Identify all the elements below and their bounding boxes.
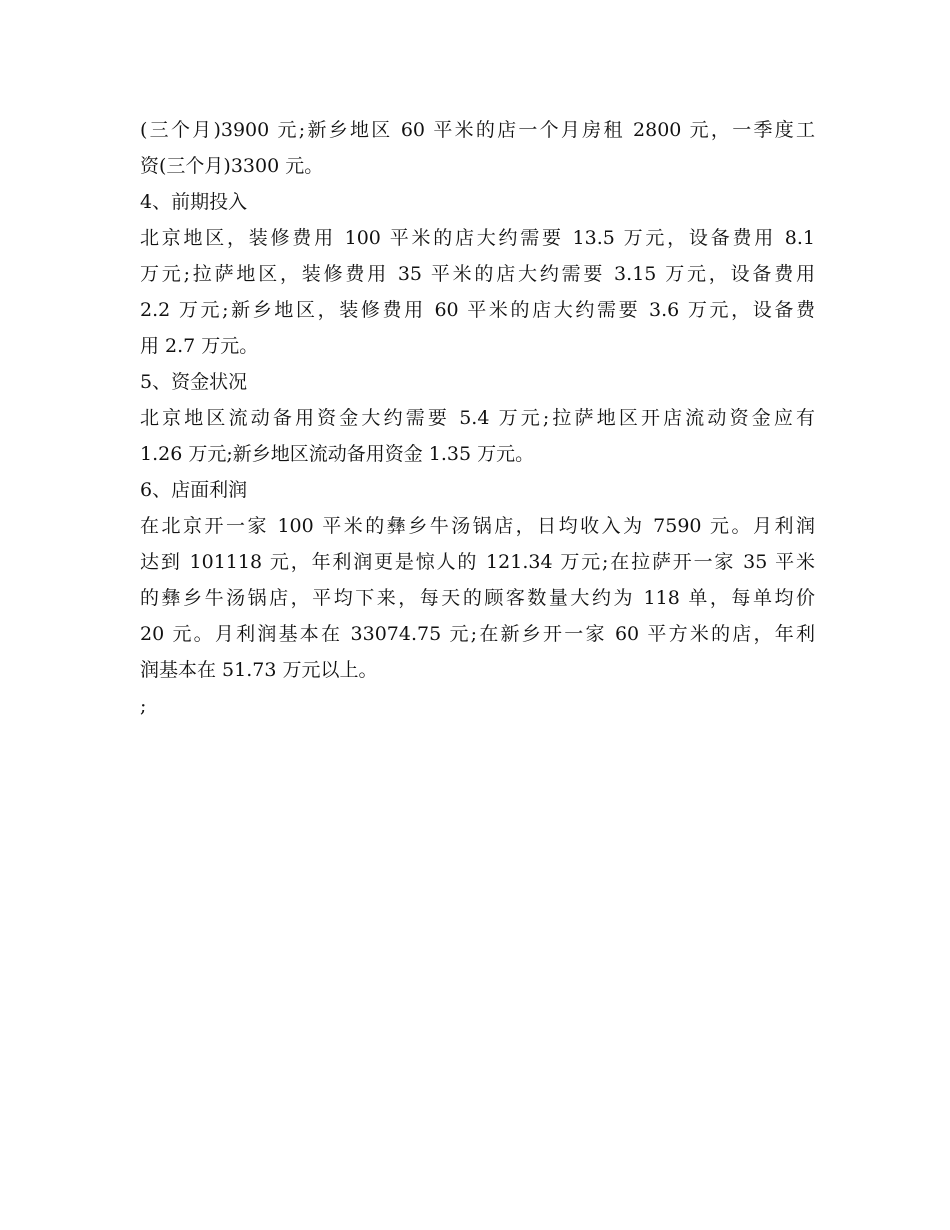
- text-line: 的彝乡牛汤锅店，平均下来，每天的顾客数量大约为 118 单，每单均价: [140, 587, 815, 609]
- text-line: 用 2.7 万元。: [140, 335, 259, 357]
- text-line: 北京地区流动备用资金大约需要 5.4 万元;拉萨地区开店流动资金应有: [140, 407, 815, 429]
- section-heading: 5、资金状况: [140, 371, 248, 393]
- text-line: ;: [140, 695, 147, 717]
- text-line: 20 元。月利润基本在 33074.75 元;在新乡开一家 60 平方米的店，年利: [140, 623, 815, 645]
- text-line: 1.26 万元;新乡地区流动备用资金 1.35 万元。: [140, 443, 535, 465]
- section-heading: 4、前期投入: [140, 191, 248, 213]
- text-line: 2.2 万元;新乡地区，装修费用 60 平米的店大约需要 3.6 万元，设备费: [140, 299, 815, 321]
- document-body: [140, 112, 815, 724]
- text-line: 资(三个月)3300 元。: [140, 155, 324, 177]
- text-line: 达到 101118 元，年利润更是惊人的 121.34 万元;在拉萨开一家 35 平米: [140, 551, 815, 573]
- text-line: 在北京开一家 100 平米的彝乡牛汤锅店，日均收入为 7590 元。月利润: [140, 515, 815, 537]
- text-line: 万元;拉萨地区，装修费用 35 平米的店大约需要 3.15 万元，设备费用: [140, 263, 815, 285]
- text-line: 润基本在 51.73 万元以上。: [140, 659, 378, 681]
- text-line: (三个月)3900 元;新乡地区 60 平米的店一个月房租 2800 元，一季度工: [140, 119, 815, 141]
- section-heading: 6、店面利润: [140, 479, 248, 501]
- text-line: 北京地区，装修费用 100 平米的店大约需要 13.5 万元，设备费用 8.1: [140, 227, 815, 249]
